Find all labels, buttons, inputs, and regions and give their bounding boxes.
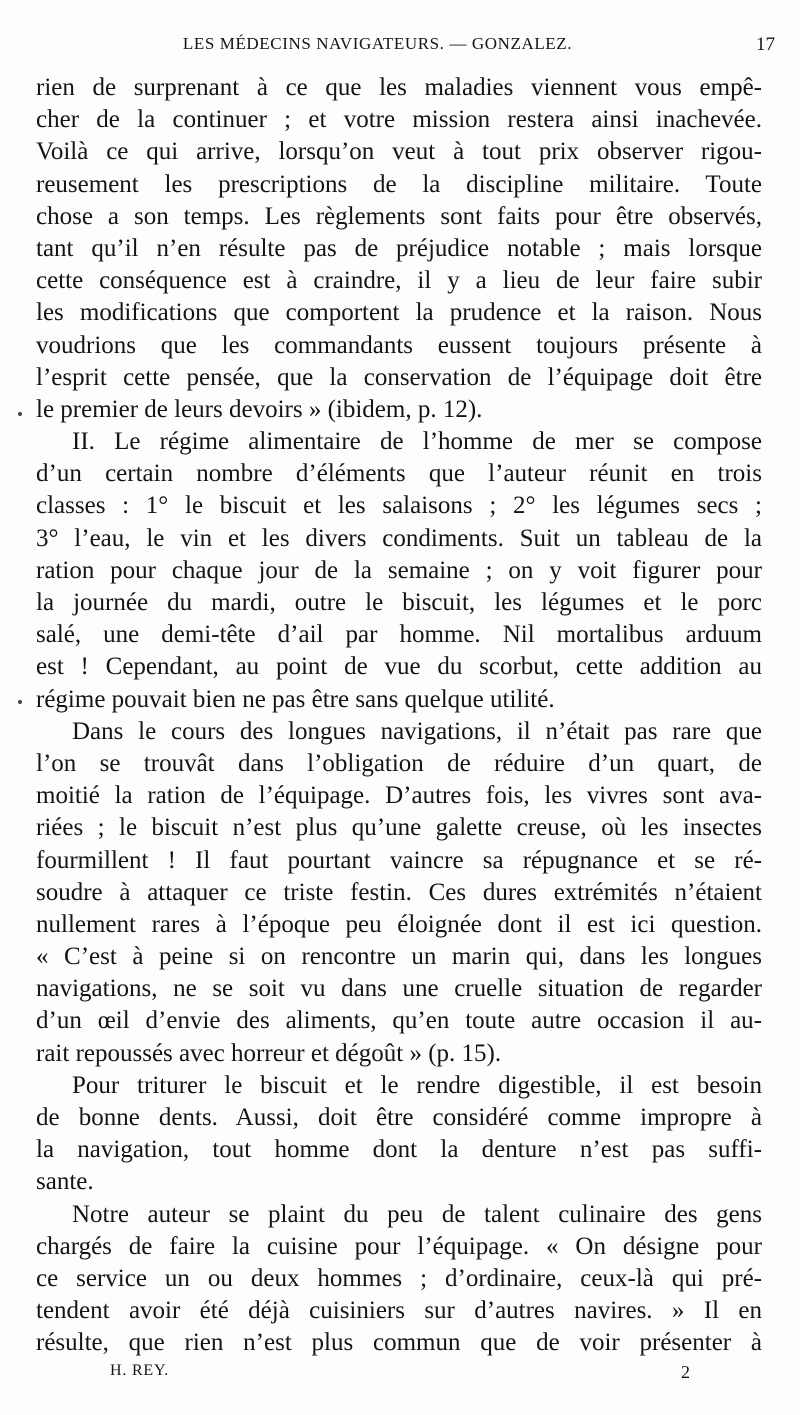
text-line: tendent avoir été déjà cuisiniers sur d’autres navires. » Il en <box>36 1297 762 1325</box>
running-head <box>40 34 775 58</box>
text-line: le premier de leurs devoirs » (ibidem, p. 12). <box>36 395 483 423</box>
text-line: l’on se trouvât dans l’obligation de réduire d’un quart, de <box>36 749 762 777</box>
text-line: Voilà ce qui arrive, lorsqu’on veut à tout prix observer rigou- <box>36 138 762 166</box>
text-line: rait repoussés avec horreur et dégoût » (p. 15). <box>36 1039 502 1067</box>
text-line: cher de la continuer ; et votre mission restera ainsi inachevée. <box>36 106 762 134</box>
text-line: « C’est à peine si on rencontre un marin qui, dans les longues <box>36 943 762 971</box>
text-line: sante. <box>36 1168 94 1196</box>
text-line: ration pour chaque jour de la semaine ; on y voit figurer pour <box>36 556 762 584</box>
body-text <box>36 72 762 1360</box>
text-line: les modifications que comportent la prudence et la raison. Nous <box>36 299 762 327</box>
text-line: navigations, ne se soit vu dans une cruelle situation de regarder <box>36 975 762 1003</box>
text-line: Notre auteur se plaint du peu de talent culinaire des gens <box>72 1200 762 1228</box>
text-line: Pour triturer le biscuit et le rendre digestible, il est besoin <box>72 1071 762 1099</box>
text-line: chargés de faire la cuisine pour l’équipage. « On désigne pour <box>36 1232 762 1260</box>
text-line: rien de surprenant à ce que les maladies viennent vous empê- <box>36 74 762 101</box>
text-line: la journée du mardi, outre le biscuit, les légumes et le porc <box>36 589 762 616</box>
page-footer <box>110 1362 690 1386</box>
text-line: classes : 1° le biscuit et les salaisons ; 2° les légumes secs ; <box>36 492 762 520</box>
text-line: tant qu’il n’en résulte pas de préjudice notable ; mais lorsque <box>36 234 762 262</box>
text-line: soudre à attaquer ce triste festin. Ces dures extrémités n’étaient <box>36 878 762 906</box>
text-line: chose a son temps. Les règlements sont faits pour être observés, <box>36 202 762 230</box>
text-line: de bonne dents. Aussi, doit être considéré comme impropre à <box>36 1104 762 1131</box>
text-line: l’esprit cette pensée, que la conservation de l’équipage doit être <box>36 363 762 391</box>
text-line: II. Le régime alimentaire de l’homme de mer se compose <box>72 428 762 456</box>
text-line: voudrions que les commandants eussent toujours présente à <box>36 331 762 359</box>
page-number: 17 <box>756 34 775 55</box>
text-line: cette conséquence est à craindre, il y a lieu de leur faire subir <box>36 267 762 295</box>
text-line: fourmillent ! Il faut pourtant vaincre sa répugnance et se ré- <box>36 846 762 874</box>
text-line: la navigation, tout homme dont la denture n’est pas suffi- <box>36 1136 762 1164</box>
text-line: résulte, que rien n’est plus commun que de voir présenter à <box>36 1329 762 1357</box>
text-line: nullement rares à l’époque peu éloignée dont il est ici question. <box>36 910 762 938</box>
text-line: riées ; le biscuit n’est plus qu’une galette creuse, où les insectes <box>36 814 762 842</box>
text-line: reusement les prescriptions de la discipline militaire. Toute <box>36 170 762 198</box>
text-line: est ! Cependant, au point de vue du scorbut, cette addition au <box>36 653 762 681</box>
text-line: régime pouvait bien ne pas être sans quelque utilité. <box>36 685 555 713</box>
text-line: d’un œil d’envie des aliments, qu’en toute autre occasion il au- <box>36 1007 762 1035</box>
text-line: moitié la ration de l’équipage. D’autres fois, les vivres sont ava- <box>36 782 762 810</box>
margin-mark <box>18 412 22 416</box>
text-line: ce service un ou deux hommes ; d’ordinaire, ceux-là qui pré- <box>36 1264 762 1292</box>
margin-mark <box>18 700 22 704</box>
text-line: 3° l’eau, le vin et les divers condiments. Suit un tableau de la <box>36 524 762 552</box>
text-line: Dans le cours des longues navigations, il n’était pas rare que <box>72 717 762 745</box>
signature-mark: H. REY. <box>110 1362 170 1379</box>
text-line: salé, une demi-tête d’ail par homme. Nil mortalibus arduum <box>36 621 762 649</box>
text-line: d’un certain nombre d’éléments que l’auteur réunit en trois <box>36 460 762 488</box>
running-title: LES MÉDECINS NAVIGATEURS. — GONZALEZ. <box>182 34 573 53</box>
sheet-number: 2 <box>681 1362 690 1382</box>
